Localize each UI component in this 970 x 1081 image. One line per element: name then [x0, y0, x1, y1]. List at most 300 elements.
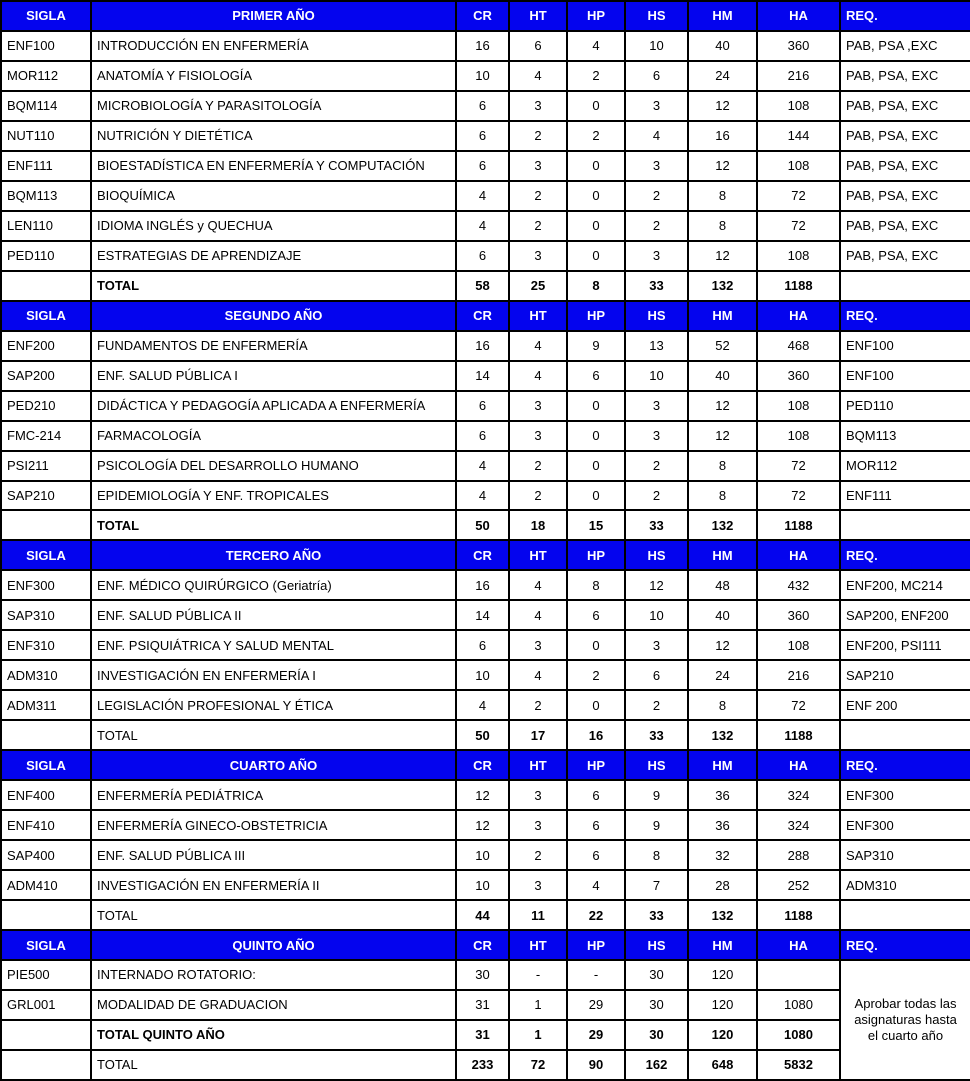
course-name-cell: NUTRICIÓN Y DIETÉTICA: [91, 121, 456, 151]
course-hs-cell: 3: [625, 151, 688, 181]
course-req-cell: ENF111: [840, 481, 970, 511]
course-hp-cell: 6: [567, 810, 625, 840]
course-hs-cell: 4: [625, 121, 688, 151]
course-hm-cell: 12: [688, 391, 757, 421]
course-hm-cell: 36: [688, 810, 757, 840]
course-cr-cell: 10: [456, 660, 509, 690]
course-code-cell: MOR112: [1, 61, 91, 91]
course-hp-cell: 29: [567, 990, 625, 1020]
course-req-cell: ENF300: [840, 780, 970, 810]
course-req-cell: PAB, PSA, EXC: [840, 61, 970, 91]
course-hs-cell: 2: [625, 211, 688, 241]
course-row: [1, 31, 970, 61]
course-hp-cell: 0: [567, 211, 625, 241]
course-row: [1, 630, 970, 660]
column-header-hm: HM: [688, 750, 757, 780]
course-name-cell: IDIOMA INGLÉS y QUECHUA: [91, 211, 456, 241]
column-header-cr: CR: [456, 301, 509, 331]
course-cr-cell: 6: [456, 421, 509, 451]
course-req-cell: PAB, PSA, EXC: [840, 241, 970, 271]
course-ht-cell: 4: [509, 61, 567, 91]
course-hp-cell: 6: [567, 840, 625, 870]
column-header-ht: HT: [509, 301, 567, 331]
course-name-cell: DIDÁCTICA Y PEDAGOGÍA APLICADA A ENFERMERÍA: [91, 391, 456, 421]
course-ht-cell: 3: [509, 91, 567, 121]
course-req-cell: ENF100: [840, 331, 970, 361]
course-hs-cell: 3: [625, 391, 688, 421]
column-header-hs: HS: [625, 1, 688, 31]
course-hp-cell: 4: [567, 31, 625, 61]
course-row: [1, 451, 970, 481]
column-header-sigla: SIGLA: [1, 930, 91, 960]
course-hm-cell: 16: [688, 121, 757, 151]
course-code-cell: SAP310: [1, 600, 91, 630]
course-ha-cell: 72: [757, 211, 840, 241]
course-hp-cell: 0: [567, 391, 625, 421]
total-hm-cell: 132: [688, 720, 757, 750]
course-hs-cell: 2: [625, 481, 688, 511]
course-code-cell: ENF111: [1, 151, 91, 181]
course-code-cell: PIE500: [1, 960, 91, 990]
total-row: [1, 1050, 970, 1080]
course-name-cell: ENF. PSIQUIÁTRICA Y SALUD MENTAL: [91, 630, 456, 660]
course-code-cell: ENF310: [1, 630, 91, 660]
course-req-cell: ENF300: [840, 810, 970, 840]
course-hs-cell: 7: [625, 870, 688, 900]
total-ha-cell: 1188: [757, 510, 840, 540]
course-hp-cell: 0: [567, 421, 625, 451]
column-header-hs: HS: [625, 540, 688, 570]
course-hm-cell: 12: [688, 91, 757, 121]
course-ha-cell: 360: [757, 31, 840, 61]
course-hs-cell: 3: [625, 421, 688, 451]
total-cr-cell: 50: [456, 720, 509, 750]
column-header-hp: HP: [567, 930, 625, 960]
course-cr-cell: 6: [456, 630, 509, 660]
course-row: [1, 810, 970, 840]
total-row: [1, 720, 970, 750]
course-ht-cell: 2: [509, 121, 567, 151]
course-name-cell: ESTRATEGIAS DE APRENDIZAJE: [91, 241, 456, 271]
total-hm-cell: 132: [688, 900, 757, 930]
course-row: [1, 91, 970, 121]
course-ha-cell: 144: [757, 121, 840, 151]
course-hs-cell: 30: [625, 990, 688, 1020]
course-hm-cell: 12: [688, 241, 757, 271]
course-row: [1, 481, 970, 511]
course-row: [1, 990, 970, 1020]
total-empty-sigla-cell: [1, 510, 91, 540]
course-ha-cell: [757, 960, 840, 990]
column-header-ht: HT: [509, 750, 567, 780]
course-cr-cell: 10: [456, 840, 509, 870]
course-hp-cell: 0: [567, 241, 625, 271]
course-hp-cell: 2: [567, 121, 625, 151]
column-header-req: REQ.: [840, 750, 970, 780]
course-code-cell: BQM114: [1, 91, 91, 121]
course-hp-cell: 8: [567, 570, 625, 600]
total-ht-cell: 1: [509, 1020, 567, 1050]
course-ha-cell: 216: [757, 61, 840, 91]
column-header-ht: HT: [509, 540, 567, 570]
total-req-cell: [840, 271, 970, 301]
column-header-cr: CR: [456, 750, 509, 780]
column-header-hp: HP: [567, 540, 625, 570]
course-ht-cell: -: [509, 960, 567, 990]
course-ha-cell: 108: [757, 391, 840, 421]
course-hm-cell: 8: [688, 181, 757, 211]
course-cr-cell: 4: [456, 211, 509, 241]
course-hp-cell: 0: [567, 181, 625, 211]
course-hm-cell: 8: [688, 451, 757, 481]
course-req-cell: MOR112: [840, 451, 970, 481]
course-cr-cell: 6: [456, 121, 509, 151]
column-header-hm: HM: [688, 540, 757, 570]
course-req-cell: SAP200, ENF200: [840, 600, 970, 630]
course-code-cell: GRL001: [1, 990, 91, 1020]
course-req-cell: SAP310: [840, 840, 970, 870]
column-header-ha: HA: [757, 1, 840, 31]
course-hp-cell: 2: [567, 61, 625, 91]
course-hp-cell: 6: [567, 780, 625, 810]
course-hs-cell: 10: [625, 361, 688, 391]
course-ha-cell: 108: [757, 241, 840, 271]
column-header-hs: HS: [625, 750, 688, 780]
course-hm-cell: 120: [688, 960, 757, 990]
course-code-cell: ADM410: [1, 870, 91, 900]
course-ha-cell: 324: [757, 780, 840, 810]
course-hm-cell: 32: [688, 840, 757, 870]
column-header-sigla: SIGLA: [1, 750, 91, 780]
course-hp-cell: 4: [567, 870, 625, 900]
course-code-cell: PED210: [1, 391, 91, 421]
total-label-cell: TOTAL: [91, 510, 456, 540]
course-row: [1, 840, 970, 870]
course-row: [1, 690, 970, 720]
total-cr-cell: 50: [456, 510, 509, 540]
course-hs-cell: 3: [625, 91, 688, 121]
course-hm-cell: 52: [688, 331, 757, 361]
total-ht-cell: 25: [509, 271, 567, 301]
course-ha-cell: 108: [757, 151, 840, 181]
course-ha-cell: 108: [757, 91, 840, 121]
course-hs-cell: 8: [625, 840, 688, 870]
total-ha-cell: 1188: [757, 271, 840, 301]
course-ha-cell: 360: [757, 600, 840, 630]
course-row: [1, 121, 970, 151]
course-ht-cell: 6: [509, 31, 567, 61]
column-header-req: REQ.: [840, 540, 970, 570]
course-ht-cell: 2: [509, 481, 567, 511]
course-cr-cell: 6: [456, 91, 509, 121]
course-hs-cell: 9: [625, 810, 688, 840]
course-ht-cell: 2: [509, 451, 567, 481]
total-hm-cell: 648: [688, 1050, 757, 1080]
course-row: [1, 181, 970, 211]
course-hs-cell: 13: [625, 331, 688, 361]
course-name-cell: ENFERMERÍA PEDIÁTRICA: [91, 780, 456, 810]
course-ha-cell: 108: [757, 630, 840, 660]
course-row: [1, 960, 970, 990]
course-cr-cell: 16: [456, 331, 509, 361]
course-name-cell: ENF. SALUD PÚBLICA III: [91, 840, 456, 870]
course-code-cell: ENF400: [1, 780, 91, 810]
total-hp-cell: 8: [567, 271, 625, 301]
total-ht-cell: 72: [509, 1050, 567, 1080]
course-req-cell: PAB, PSA, EXC: [840, 181, 970, 211]
course-hp-cell: 0: [567, 151, 625, 181]
course-cr-cell: 30: [456, 960, 509, 990]
course-hm-cell: 28: [688, 870, 757, 900]
total-hm-cell: 120: [688, 1020, 757, 1050]
course-ht-cell: 2: [509, 840, 567, 870]
total-hp-cell: 15: [567, 510, 625, 540]
total-empty-sigla-cell: [1, 1020, 91, 1050]
section-header-row: [1, 750, 970, 780]
section-title: CUARTO AÑO: [91, 750, 456, 780]
course-row: [1, 421, 970, 451]
course-cr-cell: 6: [456, 391, 509, 421]
course-name-cell: PSICOLOGÍA DEL DESARROLLO HUMANO: [91, 451, 456, 481]
column-header-hm: HM: [688, 1, 757, 31]
total-label-cell: TOTAL: [91, 720, 456, 750]
course-cr-cell: 4: [456, 181, 509, 211]
column-header-req: REQ.: [840, 930, 970, 960]
column-header-ha: HA: [757, 540, 840, 570]
total-row: [1, 1020, 970, 1050]
course-code-cell: FMC-214: [1, 421, 91, 451]
course-ha-cell: 72: [757, 181, 840, 211]
course-hs-cell: 10: [625, 31, 688, 61]
total-ha-cell: 1188: [757, 900, 840, 930]
course-hm-cell: 8: [688, 211, 757, 241]
total-empty-sigla-cell: [1, 720, 91, 750]
column-header-ha: HA: [757, 301, 840, 331]
total-hs-cell: 33: [625, 720, 688, 750]
total-hs-cell: 33: [625, 900, 688, 930]
course-row: [1, 151, 970, 181]
course-ha-cell: 72: [757, 690, 840, 720]
course-hp-cell: -: [567, 960, 625, 990]
column-header-sigla: SIGLA: [1, 1, 91, 31]
course-name-cell: INTERNADO ROTATORIO:: [91, 960, 456, 990]
course-hm-cell: 24: [688, 61, 757, 91]
total-ht-cell: 17: [509, 720, 567, 750]
course-cr-cell: 16: [456, 31, 509, 61]
course-hs-cell: 6: [625, 61, 688, 91]
course-hm-cell: 40: [688, 600, 757, 630]
column-header-req: REQ.: [840, 1, 970, 31]
course-code-cell: BQM113: [1, 181, 91, 211]
course-name-cell: ENF. MÉDICO QUIRÚRGICO (Geriatría): [91, 570, 456, 600]
course-req-cell: ENF 200: [840, 690, 970, 720]
total-req-cell: [840, 720, 970, 750]
course-req-cell: PED110: [840, 391, 970, 421]
course-hp-cell: 0: [567, 690, 625, 720]
course-hm-cell: 120: [688, 990, 757, 1020]
total-label-cell: TOTAL: [91, 1050, 456, 1080]
course-ht-cell: 3: [509, 421, 567, 451]
course-code-cell: SAP400: [1, 840, 91, 870]
course-hm-cell: 12: [688, 151, 757, 181]
total-row: [1, 510, 970, 540]
column-header-sigla: SIGLA: [1, 301, 91, 331]
total-cr-cell: 58: [456, 271, 509, 301]
column-header-hm: HM: [688, 301, 757, 331]
course-cr-cell: 6: [456, 151, 509, 181]
course-code-cell: ENF200: [1, 331, 91, 361]
course-ht-cell: 4: [509, 570, 567, 600]
course-ha-cell: 324: [757, 810, 840, 840]
column-header-ha: HA: [757, 750, 840, 780]
course-name-cell: ANATOMÍA Y FISIOLOGÍA: [91, 61, 456, 91]
course-name-cell: EPIDEMIOLOGÍA Y ENF. TROPICALES: [91, 481, 456, 511]
course-ht-cell: 4: [509, 361, 567, 391]
total-hm-cell: 132: [688, 510, 757, 540]
course-name-cell: MODALIDAD DE GRADUACION: [91, 990, 456, 1020]
course-hs-cell: 3: [625, 241, 688, 271]
section-header-row: [1, 930, 970, 960]
course-hm-cell: 8: [688, 481, 757, 511]
course-req-cell: PAB, PSA, EXC: [840, 151, 970, 181]
total-empty-sigla-cell: [1, 1050, 91, 1080]
course-hm-cell: 48: [688, 570, 757, 600]
course-hs-cell: 30: [625, 960, 688, 990]
total-hp-cell: 29: [567, 1020, 625, 1050]
merged-requirement-cell: Aprobar todas las asignaturas hasta el cuarto año: [840, 960, 970, 1080]
course-hm-cell: 40: [688, 31, 757, 61]
course-req-cell: ENF200, PSI111: [840, 630, 970, 660]
course-ht-cell: 3: [509, 241, 567, 271]
section-header-row: [1, 301, 970, 331]
course-code-cell: SAP210: [1, 481, 91, 511]
course-hs-cell: 10: [625, 600, 688, 630]
course-ha-cell: 288: [757, 840, 840, 870]
course-ht-cell: 3: [509, 391, 567, 421]
course-name-cell: BIOESTADÍSTICA EN ENFERMERÍA Y COMPUTACIÓN: [91, 151, 456, 181]
total-label-cell: TOTAL: [91, 900, 456, 930]
course-name-cell: FARMACOLOGÍA: [91, 421, 456, 451]
course-ha-cell: 108: [757, 421, 840, 451]
course-row: [1, 211, 970, 241]
course-hm-cell: 36: [688, 780, 757, 810]
course-cr-cell: 10: [456, 61, 509, 91]
course-name-cell: INVESTIGACIÓN EN ENFERMERÍA I: [91, 660, 456, 690]
column-header-hm: HM: [688, 930, 757, 960]
course-cr-cell: 10: [456, 870, 509, 900]
course-cr-cell: 4: [456, 690, 509, 720]
course-hm-cell: 24: [688, 660, 757, 690]
course-ht-cell: 4: [509, 331, 567, 361]
total-row: [1, 271, 970, 301]
course-code-cell: SAP200: [1, 361, 91, 391]
course-cr-cell: 14: [456, 361, 509, 391]
total-empty-sigla-cell: [1, 271, 91, 301]
course-name-cell: ENF. SALUD PÚBLICA I: [91, 361, 456, 391]
section-title: PRIMER AÑO: [91, 1, 456, 31]
course-code-cell: PSI211: [1, 451, 91, 481]
course-hm-cell: 12: [688, 421, 757, 451]
course-code-cell: NUT110: [1, 121, 91, 151]
course-code-cell: LEN110: [1, 211, 91, 241]
total-hs-cell: 162: [625, 1050, 688, 1080]
course-hs-cell: 9: [625, 780, 688, 810]
course-row: [1, 241, 970, 271]
course-name-cell: ENFERMERÍA GINECO-OBSTETRICIA: [91, 810, 456, 840]
course-hs-cell: 3: [625, 630, 688, 660]
course-ha-cell: 432: [757, 570, 840, 600]
course-hs-cell: 12: [625, 570, 688, 600]
total-label-cell: TOTAL QUINTO AÑO: [91, 1020, 456, 1050]
course-cr-cell: 4: [456, 481, 509, 511]
column-header-hs: HS: [625, 301, 688, 331]
total-req-cell: [840, 900, 970, 930]
course-ht-cell: 1: [509, 990, 567, 1020]
total-cr-cell: 44: [456, 900, 509, 930]
course-hp-cell: 0: [567, 630, 625, 660]
column-header-cr: CR: [456, 540, 509, 570]
course-req-cell: PAB, PSA, EXC: [840, 211, 970, 241]
course-hp-cell: 0: [567, 91, 625, 121]
total-ha-cell: 5832: [757, 1050, 840, 1080]
course-ha-cell: 72: [757, 481, 840, 511]
total-hs-cell: 30: [625, 1020, 688, 1050]
course-name-cell: BIOQUÍMICA: [91, 181, 456, 211]
course-cr-cell: 14: [456, 600, 509, 630]
course-code-cell: ENF300: [1, 570, 91, 600]
section-title: SEGUNDO AÑO: [91, 301, 456, 331]
total-ha-cell: 1188: [757, 720, 840, 750]
course-name-cell: ENF. SALUD PÚBLICA II: [91, 600, 456, 630]
course-ht-cell: 3: [509, 630, 567, 660]
course-ht-cell: 3: [509, 810, 567, 840]
total-cr-cell: 233: [456, 1050, 509, 1080]
total-hm-cell: 132: [688, 271, 757, 301]
course-row: [1, 361, 970, 391]
column-header-ht: HT: [509, 1, 567, 31]
curriculum-table-body: [1, 1, 970, 1080]
course-req-cell: ADM310: [840, 870, 970, 900]
column-header-cr: CR: [456, 1, 509, 31]
total-ht-cell: 11: [509, 900, 567, 930]
column-header-hp: HP: [567, 750, 625, 780]
course-ha-cell: 72: [757, 451, 840, 481]
course-cr-cell: 31: [456, 990, 509, 1020]
column-header-ha: HA: [757, 930, 840, 960]
course-name-cell: FUNDAMENTOS DE ENFERMERÍA: [91, 331, 456, 361]
course-ha-cell: 216: [757, 660, 840, 690]
course-cr-cell: 12: [456, 810, 509, 840]
course-req-cell: PAB, PSA ,EXC: [840, 31, 970, 61]
course-ht-cell: 2: [509, 211, 567, 241]
course-req-cell: SAP210: [840, 660, 970, 690]
total-hp-cell: 90: [567, 1050, 625, 1080]
total-hp-cell: 22: [567, 900, 625, 930]
course-ha-cell: 468: [757, 331, 840, 361]
course-row: [1, 660, 970, 690]
course-row: [1, 870, 970, 900]
column-header-sigla: SIGLA: [1, 540, 91, 570]
column-header-cr: CR: [456, 930, 509, 960]
course-cr-cell: 16: [456, 570, 509, 600]
total-cr-cell: 31: [456, 1020, 509, 1050]
course-ha-cell: 252: [757, 870, 840, 900]
course-cr-cell: 12: [456, 780, 509, 810]
total-hp-cell: 16: [567, 720, 625, 750]
course-hs-cell: 2: [625, 451, 688, 481]
course-name-cell: INTRODUCCIÓN EN ENFERMERÍA: [91, 31, 456, 61]
course-row: [1, 391, 970, 421]
